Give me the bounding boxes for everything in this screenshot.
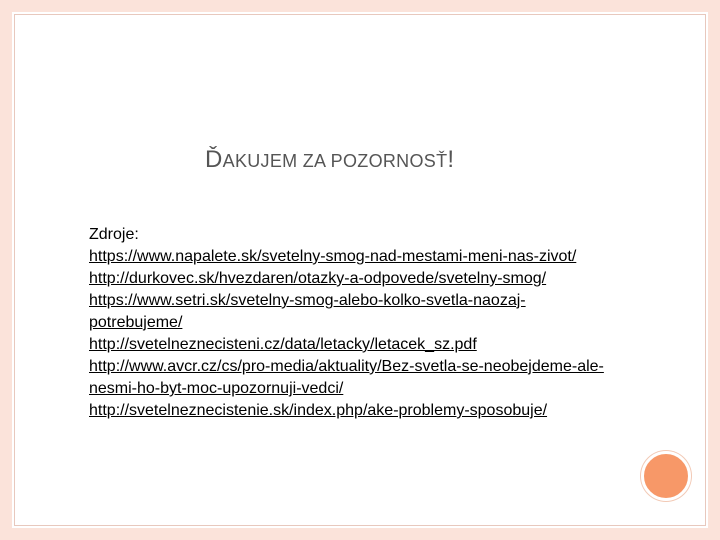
source-link[interactable]: https://www.napalete.sk/svetelny-smog-nad-mestami-meni-nas-zivot/ (89, 248, 577, 265)
source-link-continuation[interactable]: potrebujeme/ (89, 314, 183, 331)
sources-label: Zdroje: (89, 226, 139, 243)
frame-bottom (0, 528, 720, 540)
frame-right (708, 0, 720, 540)
source-link[interactable]: http://svetelneznecisteni.cz/data/letacky/letacek_sz.pdf (89, 336, 477, 353)
source-link[interactable]: http://svetelneznecistenie.sk/index.php/ake-problemy-sposobuje/ (89, 402, 548, 419)
frame-left (0, 0, 12, 540)
source-link-continuation[interactable]: nesmi-ho-byt-moc-upozornuji-vedci/ (89, 380, 344, 397)
source-link[interactable]: http://durkovec.sk/hvezdaren/otazky-a-odpovede/svetelny-smog/ (89, 270, 547, 287)
decorative-circle (641, 451, 691, 501)
frame-top (0, 0, 720, 12)
source-link[interactable]: http://www.avcr.cz/cs/pro-media/aktuality/Bez-svetla-se-neobejdeme-ale- (89, 358, 604, 375)
title-part-2: POZORNOSŤ (330, 151, 448, 171)
source-link[interactable]: https://www.setri.sk/svetelny-smog-alebo-kolko-svetla-naozaj- (89, 292, 526, 309)
title-part-1: AKUJEM ZA (222, 151, 331, 171)
sources-block (89, 224, 689, 422)
title-end: ! (447, 146, 455, 173)
slide-title (205, 146, 454, 174)
title-first-letter: Ď (205, 146, 223, 173)
